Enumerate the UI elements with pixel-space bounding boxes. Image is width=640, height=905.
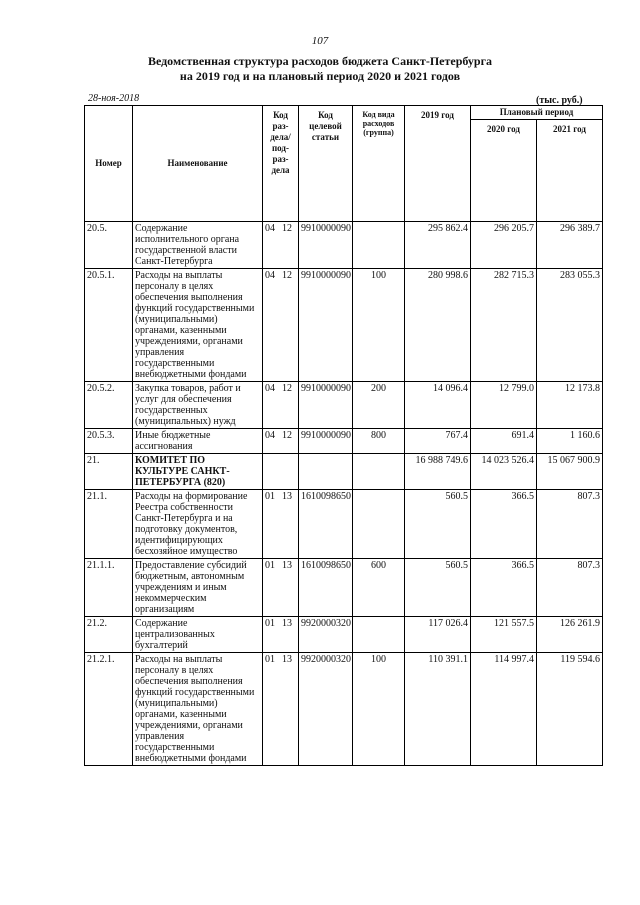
row-number: 21.1.1. (85, 559, 133, 617)
row-value-2019: 295 862.4 (405, 222, 471, 269)
row-value-2021: 283 055.3 (537, 269, 603, 382)
page-number: 107 (311, 35, 329, 47)
row-section-code (263, 222, 299, 269)
row-value-2019: 117 026.4 (405, 617, 471, 653)
row-name: Закупка товаров, работ и услуг для обеспечения государственных (муниципальных) нужд (133, 382, 263, 429)
row-value-2021: 1 160.6 (537, 429, 603, 454)
row-number: 20.5.1. (85, 269, 133, 382)
row-target-code: 9910000090 (299, 382, 353, 429)
table-row (85, 222, 603, 269)
row-value-2020: 366.5 (471, 490, 537, 559)
row-target-code: 9910000090 (299, 222, 353, 269)
header-section: Код раз- дела/ под- раз- дела (263, 106, 299, 222)
units-label: (тыс. руб.) (536, 95, 583, 106)
budget-table (84, 105, 603, 766)
table-row (85, 490, 603, 559)
row-number: 21.2.1. (85, 653, 133, 766)
row-name: Расходы на выплаты персоналу в целях обеспечения выполнения функций государственными (муниципальными) органами, казенными учреждениями, органами управления государственными внебюджетными фондами (133, 269, 263, 382)
header-name: Наименование (133, 106, 263, 222)
subsection-code: 12 (282, 223, 292, 234)
row-name: Содержание централизованных бухгалтерий (133, 617, 263, 653)
row-value-2021: 12 173.8 (537, 382, 603, 429)
row-section-code (263, 617, 299, 653)
row-expense-code (353, 490, 405, 559)
table-body (85, 222, 603, 766)
table-row (85, 382, 603, 429)
row-target-code: 9920000320 (299, 617, 353, 653)
row-value-2020: 366.5 (471, 559, 537, 617)
section-code: 01 (265, 491, 275, 502)
row-value-2019: 280 998.6 (405, 269, 471, 382)
row-expense-code (353, 454, 405, 490)
row-section-code (263, 269, 299, 382)
row-value-2021: 15 067 900.9 (537, 454, 603, 490)
row-value-2019: 14 096.4 (405, 382, 471, 429)
row-expense-code: 600 (353, 559, 405, 617)
table-row (85, 559, 603, 617)
row-expense-code: 100 (353, 269, 405, 382)
row-section-code (263, 429, 299, 454)
row-name: Содержание исполнительного органа государственной власти Санкт-Петербурга (133, 222, 263, 269)
subsection-code: 12 (282, 383, 292, 394)
document-date: 28-ноя-2018 (88, 93, 140, 104)
section-code: 01 (265, 654, 275, 665)
document-title (0, 54, 640, 84)
row-expense-code (353, 617, 405, 653)
header-2020: 2020 год (471, 120, 537, 222)
subsection-code: 12 (282, 430, 292, 441)
table-row (85, 617, 603, 653)
row-value-2020: 12 799.0 (471, 382, 537, 429)
row-value-2021: 119 594.6 (537, 653, 603, 766)
row-value-2019: 560.5 (405, 490, 471, 559)
section-code: 04 (265, 223, 275, 234)
row-value-2020: 14 023 526.4 (471, 454, 537, 490)
row-value-2019: 110 391.1 (405, 653, 471, 766)
table-row (85, 653, 603, 766)
row-value-2021: 126 261.9 (537, 617, 603, 653)
section-code: 04 (265, 270, 275, 281)
header-expense: Код вида расходов (группа) (353, 106, 405, 222)
row-value-2020: 121 557.5 (471, 617, 537, 653)
subsection-code: 12 (282, 270, 292, 281)
row-name: Расходы на формирование Реестра собственности Санкт-Петербурга и на подготовку документов, идентифицирующих бесхозяйное имущество (133, 490, 263, 559)
section-code: 04 (265, 383, 275, 394)
header-2019: 2019 год (405, 106, 471, 222)
row-number: 21.2. (85, 617, 133, 653)
subsection-code: 13 (282, 618, 292, 629)
row-value-2019: 16 988 749.6 (405, 454, 471, 490)
row-section-code (263, 490, 299, 559)
row-value-2020: 114 997.4 (471, 653, 537, 766)
row-number: 20.5.3. (85, 429, 133, 454)
header-target: Код целевой статьи (299, 106, 353, 222)
header-2021: 2021 год (537, 120, 603, 222)
header-number: Номер (85, 106, 133, 222)
table-row (85, 454, 603, 490)
row-expense-code (353, 222, 405, 269)
row-number: 20.5. (85, 222, 133, 269)
row-value-2020: 691.4 (471, 429, 537, 454)
row-expense-code: 200 (353, 382, 405, 429)
row-target-code: 9910000090 (299, 429, 353, 454)
row-value-2021: 807.3 (537, 490, 603, 559)
row-value-2020: 282 715.3 (471, 269, 537, 382)
row-name: Предоставление субсидий бюджетным, автономным учреждениям и иным некоммерческим организациям (133, 559, 263, 617)
title-line-1: Ведомственная структура расходов бюджета Санкт-Петербурга (147, 54, 493, 68)
section-code: 01 (265, 618, 275, 629)
row-name: КОМИТЕТ ПО КУЛЬТУРЕ САНКТ-ПЕТЕРБУРГА (820) (133, 454, 263, 490)
subsection-code: 13 (282, 491, 292, 502)
row-target-code: 1610098650 (299, 559, 353, 617)
section-code: 01 (265, 560, 275, 571)
row-number: 20.5.2. (85, 382, 133, 429)
header-planned: Плановый период (471, 106, 603, 120)
row-target-code: 9920000320 (299, 653, 353, 766)
row-value-2021: 807.3 (537, 559, 603, 617)
title-line-2: на 2019 год и на плановый период 2020 и 2021 годов (179, 69, 461, 83)
subsection-code: 13 (282, 560, 292, 571)
header-row-1 (85, 106, 603, 120)
row-section-code (263, 653, 299, 766)
section-code: 04 (265, 430, 275, 441)
row-target-code (299, 454, 353, 490)
row-name: Иные бюджетные ассигнования (133, 429, 263, 454)
row-section-code (263, 382, 299, 429)
row-value-2021: 296 389.7 (537, 222, 603, 269)
row-name: Расходы на выплаты персоналу в целях обеспечения выполнения функций государственными (муниципальными) органами, казенными учреждениями, органами управления государственными внебюджетными фондами (133, 653, 263, 766)
row-section-code (263, 454, 299, 490)
row-section-code (263, 559, 299, 617)
subsection-code: 13 (282, 654, 292, 665)
row-number: 21.1. (85, 490, 133, 559)
table-row (85, 429, 603, 454)
row-value-2020: 296 205.7 (471, 222, 537, 269)
row-value-2019: 560.5 (405, 559, 471, 617)
row-expense-code: 800 (353, 429, 405, 454)
row-expense-code: 100 (353, 653, 405, 766)
table-row (85, 269, 603, 382)
row-target-code: 1610098650 (299, 490, 353, 559)
row-target-code: 9910000090 (299, 269, 353, 382)
row-number: 21. (85, 454, 133, 490)
row-value-2019: 767.4 (405, 429, 471, 454)
